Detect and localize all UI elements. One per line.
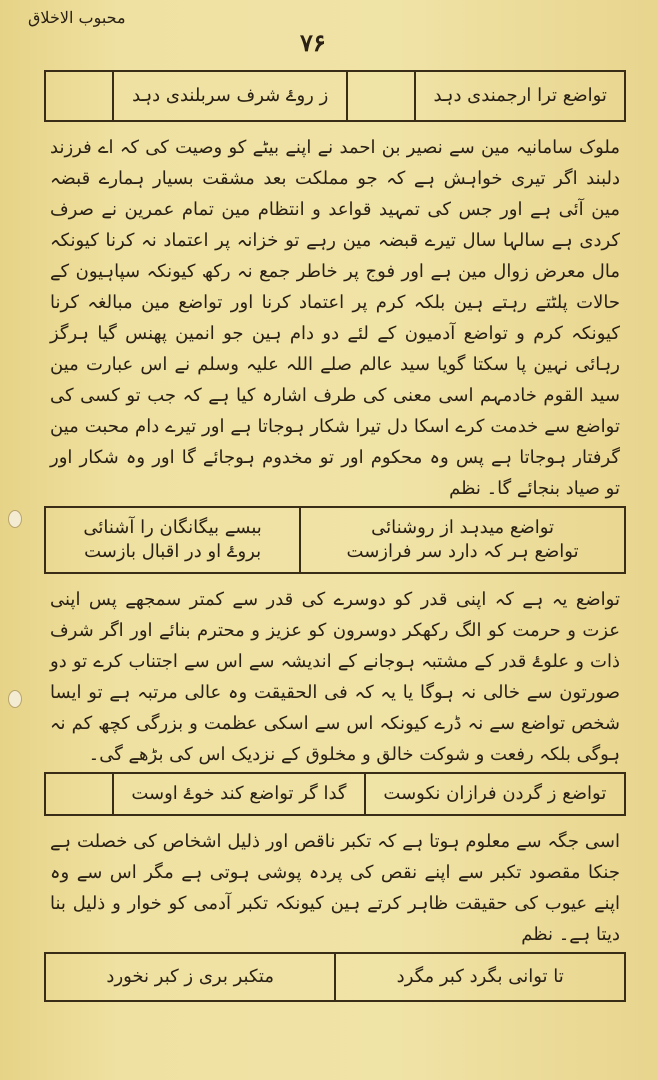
verse-line: تواضع ز گردن فرازان نکوست [365, 773, 625, 815]
verse-box [44, 772, 626, 816]
verse-divider [45, 773, 113, 815]
verse-line [300, 507, 625, 573]
paragraph: اسی جگہ سے معلوم ہوتا ہے کہ تکبر ناقص اور ذلیل اشخاص کی خصلت ہے جنکا مقصود تکبر سے اپنے نقص کی پردہ پوشی ہوتی ہے مگر اس سے وہ اپنے عیوب کی حقیقت ظاہر کرتے ہین کیونکہ تکبر آدمی کو خوار و ذلیل بنا دیتا ہے۔ نظم [50, 831, 620, 945]
verse-box [44, 70, 626, 122]
verse-line: بروۓ او در اقبال بازست [84, 541, 262, 562]
verse-divider [347, 71, 415, 121]
verse-box [44, 952, 626, 1002]
verse-line: ببسے بیگانگان را آشنائی [83, 517, 262, 538]
verse-line: تواضع ترا ارجمندی دہد [415, 71, 625, 121]
running-header-book-title: محبوب الاخلاق [28, 8, 126, 27]
verse-line [45, 507, 300, 573]
verse-line: تواضع ہر کہ دارد سر فرازست [346, 541, 579, 562]
verse-line: گدا گر تواضع کند خوۓ اوست [113, 773, 365, 815]
binding-hole [8, 690, 22, 708]
binding-hole [8, 510, 22, 528]
verse-line: تواضع میدہد از روشنائی [371, 517, 555, 538]
verse-line: ز روۓ شرف سربلندی دہد [113, 71, 347, 121]
paragraph: ملوک سامانیہ مین سے نصیر بن احمد نے اپنے بیٹے کو وصیت کی کہ اے فرزند دلبند اگر تیری خواہش ہے کہ جو مملکت بعد مشقت بسیار ہمارے قبضہ مین آئی ہے اور جس کی تمہید قواعد و انتظام مین تمام عمرین نے صرف کردی ہے سالہا سال تیرے قبضہ مین رہے تو خزانہ پر اعتماد نہ کرنا کیونکہ مال معرض زوال مین ہے اور فوج پر خاطر جمع نہ رکھ کیونکہ سپاہیون کے حالات پلٹتے رہتے ہین بلکہ کرم پر اعتماد کرنا اور تواضع مین مبالغہ کرنا کیونکہ کرم و تواضع آدمیون کے لئے دو دام ہین جو انمین پھنس گیا ہرگز رہائی نہین پا سکتا گویا سید عالم صلے اللہ علیہ وسلم نے اس عبارت مین سید القوم خادمہم اسی معنی کی طرف اشارہ کیا ہے کہ جب تو کسی کی تواضع سے خدمت کرے اسکا دل تیرا شکار ہوجاتا ہے اور تیرے دام محبت مین گرفتار ہوجاتا ہے پس وہ محکوم اور تو مخدوم ہوجائے گا اور وہ شکار اور تو صیاد بنجائے گا۔ نظم [50, 137, 620, 499]
paragraph: تواضع یہ ہے کہ اپنی قدر کو دوسرے کی قدر سے کمتر سمجھے پس اپنی عزت و حرمت کو الگ رکھکر دوسرون کو عزیز و محترم بنائے اور اگر شرف ذات و علوۓ قدر کے مشتبہ ہوجانے کے اندیشہ سے اس سے اجتناب کرے تو دو صورتون سے خالی نہ ہوگا یا یہ کہ فی الحقیقت وہ عالی مرتبہ ہے تو ایسا شخص تواضع سے نہ ڈرے کیونکہ اس سے اسکی عظمت و بزرگی کچھ کم نہ ہوگی بلکہ رفعت و شوکت خالق و مخلوق کے نزدیک اس کی بڑھے گی۔ [50, 589, 620, 765]
verse-box [44, 506, 626, 574]
verse-line: تا توانی بگرد کبر مگرد [335, 953, 625, 1001]
verse-line: متکبر بری ز کبر نخورد [45, 953, 335, 1001]
page-content [44, 70, 626, 1002]
verse-divider [45, 71, 113, 121]
page-number: ۷۶ [300, 28, 326, 57]
